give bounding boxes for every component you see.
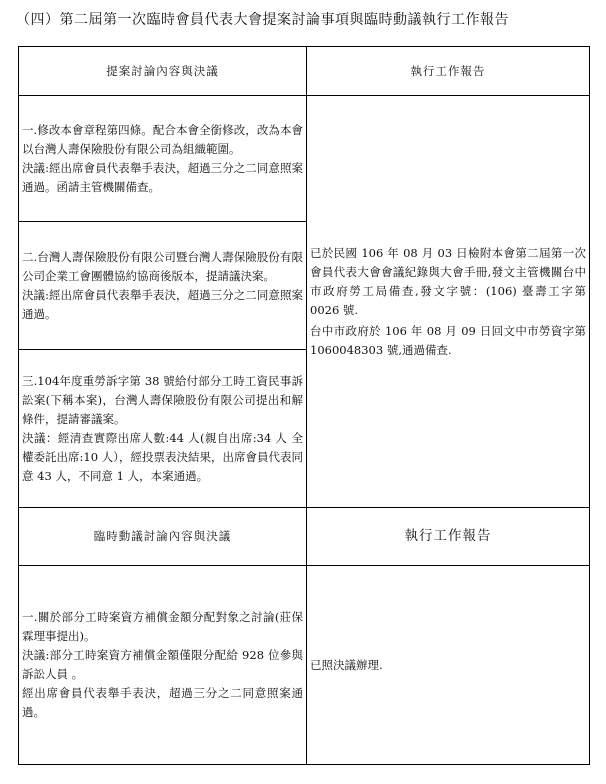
- motion-item-1-resolution: 決議:部分工時案資方補償金額僅限分配給 928 位參與訴訟人員 。: [22, 648, 303, 681]
- motion-header: 臨時動議討論內容與決議: [19, 508, 307, 566]
- proposal-item-3-content: 三.104年度重勞訴字第 38 號給付部分工時工資民事訴訟案(下稱本案)，台灣人壽保險股份有限公司提出和解條件，提請審議案。: [22, 373, 303, 426]
- proposal-item-2-resolution: 決議:經出席會員代表舉手表決，超過三分之二同意照案通過。: [22, 287, 303, 321]
- motion-item-1-content: 一.關於部分工時案資方補償金額分配對象之討論(莊保霖理事提出)。: [22, 610, 303, 643]
- report-table: [18, 46, 590, 765]
- proposal-item-2: [19, 222, 307, 350]
- proposal-item-1-resolution: 決議:經出席會員代表舉手表決，超過三分之二同意照案通過。函請主管機關備查。: [22, 160, 303, 194]
- report-title: （四）第二屆第一次臨時會員代表大會提案討論事項與臨時動議執行工作報告: [16, 12, 509, 28]
- motion-execution-header: 執行工作報告: [307, 508, 590, 566]
- motion-execution-report: 已照決議辦理.: [307, 566, 590, 765]
- execution-paragraph-1: 已於民國 106 年 08 月 03 日檢附本會第二屆第一次會員代表大會會議紀錄與大會手冊,發文主管機關台中市政府勞工局備查,發文字號：(106) 臺壽工字第 0026 號.: [310, 245, 586, 317]
- motion-item-1: [19, 566, 307, 765]
- proposal-execution-report: [307, 96, 590, 508]
- proposal-item-1-content: 一.修改本會章程第四條。配合本會全銜修改，改為本會以台灣人壽保險股份有限公司為組織範圍。: [22, 122, 303, 156]
- proposal-item-1: [19, 96, 307, 222]
- execution-paragraph-2: 台中市政府於 106 年 08 月 09 日回文中市勞資字第 1060048303 號,通過備查.: [310, 323, 586, 357]
- motion-item-1-note: 經出席會員代表舉手表決，超過三分之二同意照案通過。: [22, 686, 303, 719]
- execution-header: 執行工作報告: [307, 47, 590, 96]
- proposal-item-3: [19, 350, 307, 508]
- proposal-header: 提案討論內容與決議: [19, 47, 307, 96]
- proposal-item-2-content: 二.台灣人壽保險股份有限公司暨台灣人壽保險股份有限公司企業工會團體協約協商後版本，提請議決案。: [22, 249, 303, 283]
- proposal-item-3-resolution: 決議：經清查實際出席人數:44 人(親自出席:34 人 全權委託出席:10 人），經投票表決結果，出席會員代表同意 43 人，不同意 1 人，本案通過。: [22, 430, 303, 483]
